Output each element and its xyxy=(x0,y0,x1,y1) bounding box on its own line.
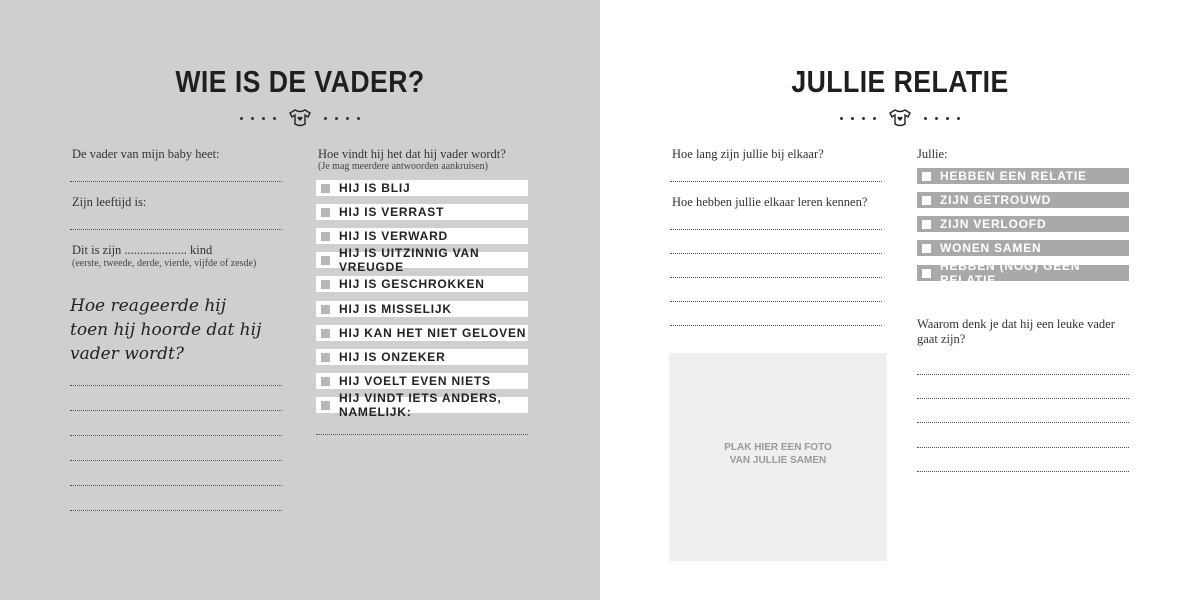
baby-onesie-icon xyxy=(888,109,912,127)
age-label: Zijn leeftijd is: xyxy=(72,195,147,209)
checkbox-option[interactable] xyxy=(316,204,528,220)
met-line[interactable] xyxy=(670,301,882,302)
met-label: Hoe hebben jullie elkaar leren kennen? xyxy=(672,195,868,209)
option-label: HEBBEN EEN RELATIE xyxy=(940,169,1087,183)
checkbox-icon[interactable] xyxy=(321,305,330,314)
father-name-line[interactable] xyxy=(70,181,282,182)
checkbox-icon[interactable] xyxy=(922,220,931,229)
checkbox-icon[interactable] xyxy=(321,232,330,241)
good-father-label-line: Waarom denk je dat hij een leuke vader xyxy=(917,317,1115,331)
reaction-line[interactable] xyxy=(70,385,282,386)
checkbox-icon[interactable] xyxy=(922,172,931,181)
reaction-line[interactable] xyxy=(70,435,282,436)
option-label: HEBBEN (NOG) GEEN RELATIE xyxy=(940,259,1081,287)
met-line[interactable] xyxy=(670,229,882,230)
checkbox-option[interactable] xyxy=(316,180,528,196)
baby-onesie-icon xyxy=(288,109,312,127)
met-line[interactable] xyxy=(670,277,882,278)
checkbox-option[interactable] xyxy=(316,276,528,292)
reaction-prompt-line: vader wordt? xyxy=(70,344,184,364)
option-label: HIJ VINDT IETS ANDERS, NAMELIJK: xyxy=(339,391,502,419)
checkbox-option[interactable] xyxy=(316,301,528,317)
checkbox-icon[interactable] xyxy=(922,269,931,278)
option-label: HIJ IS VERRAST xyxy=(339,205,445,219)
reaction-line[interactable] xyxy=(70,510,282,511)
page-title-father: WIE IS DE VADER? xyxy=(175,64,425,99)
reaction-line[interactable] xyxy=(70,460,282,461)
page-title-relationship: JULLIE RELATIE xyxy=(791,64,1009,99)
feeling-question: Hoe vindt hij het dat hij vader wordt? xyxy=(318,147,506,161)
good-father-label-line: gaat zijn? xyxy=(917,332,966,346)
option-label: ZIJN VERLOOFD xyxy=(940,217,1047,231)
checkbox-icon[interactable] xyxy=(321,184,330,193)
checkbox-icon[interactable] xyxy=(922,244,931,253)
checkbox-option[interactable] xyxy=(316,373,528,389)
reaction-line[interactable] xyxy=(70,485,282,486)
reaction-line[interactable] xyxy=(70,410,282,411)
photo-placeholder-line: VAN JULLIE SAMEN xyxy=(729,455,827,466)
duration-line[interactable] xyxy=(670,181,882,182)
child-number-label: Dit is zijn .................... kind xyxy=(72,243,213,257)
age-line[interactable] xyxy=(70,229,282,230)
title-ornament xyxy=(600,108,1200,128)
met-line[interactable] xyxy=(670,253,882,254)
option-label: ZIJN GETROUWD xyxy=(940,193,1052,207)
duration-label: Hoe lang zijn jullie bij elkaar? xyxy=(672,147,824,161)
good-father-line[interactable] xyxy=(917,398,1129,399)
reaction-prompt-line: Hoe reageerde hij xyxy=(70,296,226,316)
checkbox-option[interactable] xyxy=(917,216,1129,232)
status-label: Jullie: xyxy=(917,147,948,161)
good-father-line[interactable] xyxy=(917,471,1129,472)
feeling-question-hint: (Je mag meerdere antwoorden aankruisen) xyxy=(318,161,488,172)
photo-placeholder-line: PLAK HIER EEN FOTO xyxy=(724,442,832,453)
checkbox-icon[interactable] xyxy=(321,208,330,217)
met-line[interactable] xyxy=(670,325,882,326)
good-father-label xyxy=(917,317,1115,347)
option-label: HIJ VOELT EVEN NIETS xyxy=(339,374,491,388)
checkbox-option[interactable] xyxy=(917,168,1129,184)
checkbox-option[interactable] xyxy=(917,240,1129,256)
option-label: HIJ IS MISSELIJK xyxy=(339,302,452,316)
option-label: HIJ IS BLIJ xyxy=(339,181,411,195)
reaction-prompt-line: toen hij hoorde dat hij xyxy=(70,320,262,340)
checkbox-option[interactable] xyxy=(316,391,528,419)
option-label: HIJ IS UITZINNIG VAN VREUGDE xyxy=(339,246,480,274)
option-label: HIJ IS VERWARD xyxy=(339,229,448,243)
option-label: HIJ KAN HET NIET GELOVEN xyxy=(339,326,527,340)
child-number-hint: (eerste, tweede, derde, vierde, vijfde of zesde) xyxy=(72,258,257,269)
checkbox-icon[interactable] xyxy=(321,377,330,386)
checkbox-option[interactable] xyxy=(316,228,528,244)
option-label: WONEN SAMEN xyxy=(940,241,1042,255)
checkbox-option[interactable] xyxy=(917,259,1129,287)
good-father-line[interactable] xyxy=(917,374,1129,375)
checkbox-option[interactable] xyxy=(316,325,528,341)
checkbox-icon[interactable] xyxy=(321,353,330,362)
reaction-prompt xyxy=(70,294,261,366)
father-name-label: De vader van mijn baby heet: xyxy=(72,147,220,161)
checkbox-option[interactable] xyxy=(917,192,1129,208)
option-label: HIJ IS ONZEKER xyxy=(339,350,446,364)
checkbox-icon[interactable] xyxy=(321,401,330,410)
checkbox-icon[interactable] xyxy=(321,280,330,289)
photo-placeholder[interactable] xyxy=(669,353,887,561)
good-father-line[interactable] xyxy=(917,422,1129,423)
other-answer-line[interactable] xyxy=(316,434,528,435)
photo-placeholder-text xyxy=(669,441,887,467)
checkbox-icon[interactable] xyxy=(922,196,931,205)
checkbox-option[interactable] xyxy=(316,349,528,365)
good-father-line[interactable] xyxy=(917,447,1129,448)
option-label: HIJ IS GESCHROKKEN xyxy=(339,277,485,291)
checkbox-option[interactable] xyxy=(316,246,528,274)
checkbox-icon[interactable] xyxy=(321,256,330,265)
checkbox-icon[interactable] xyxy=(321,329,330,338)
title-ornament xyxy=(0,108,600,128)
